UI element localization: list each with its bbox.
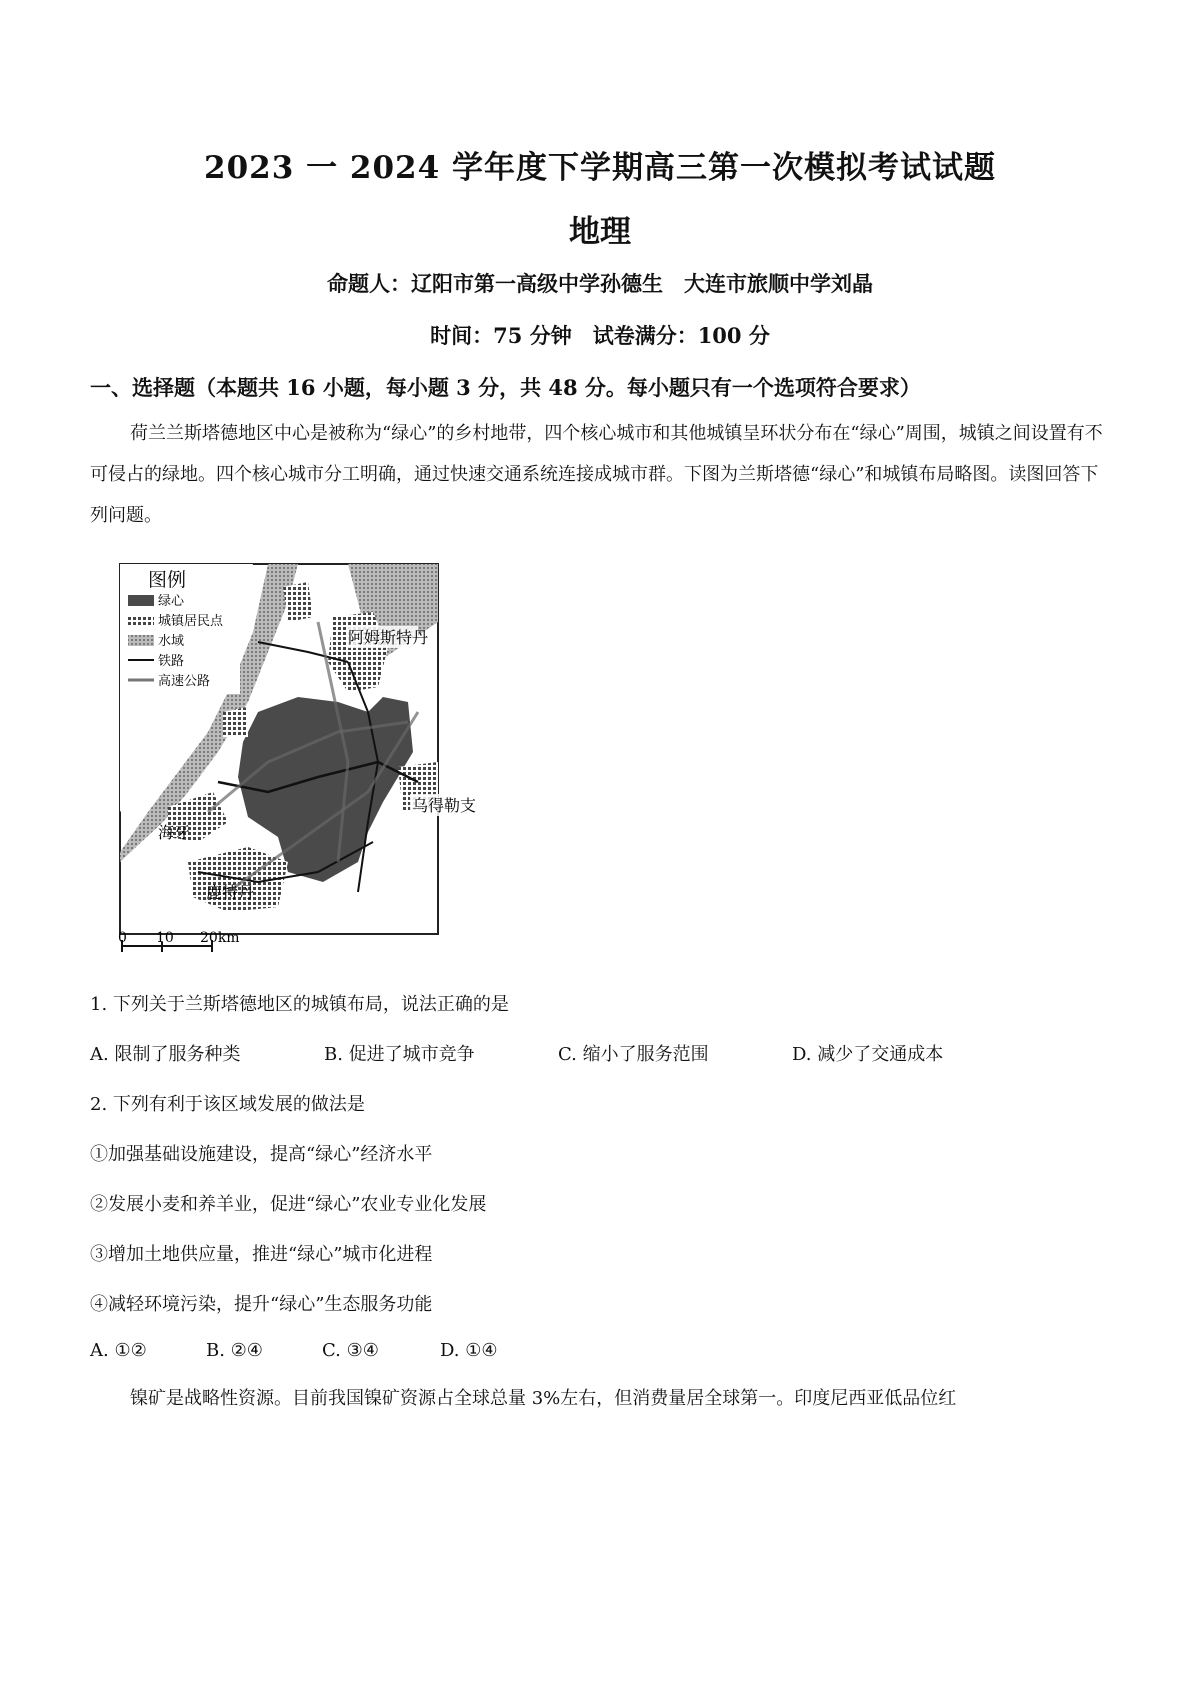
q1-option-a: A. 限制了服务种类 (90, 1044, 241, 1065)
exam-title: 2023 一 2024 学年度下学期高三第一次模拟考试试题 (204, 150, 996, 186)
legend-item: 高速公路 (158, 674, 211, 689)
legend-swatch-urban (128, 615, 154, 626)
q2-item-1: ①加强基础设施建设，提高“绿心”经济水平 (90, 1144, 433, 1165)
q2-item-2: ②发展小麦和养羊业，促进“绿心”农业专业化发展 (90, 1194, 487, 1215)
scale-label: 20km (200, 930, 240, 946)
q2-item-3: ③增加土地供应量，推进“绿心”城市化进程 (90, 1244, 433, 1265)
subject-title: 地理 (569, 214, 631, 250)
passage-intro: 荷兰兰斯塔德地区中心是被称为“绿心”的乡村地带，四个核心城市和其他城镇呈环状分布在“绿心”周围，城镇之间设置有不可侵占的绿地。四个核心城市分工明确，通过快速交通系统连接成城市群。下图为兰斯塔德“绿心”和城镇布局略图。读图回答下列问题。 (90, 423, 1103, 526)
legend-item: 水域 (158, 634, 185, 649)
question-2-stem: 2. 下列有利于该区域发展的做法是 (90, 1094, 365, 1115)
legend-swatch-green-heart (128, 595, 154, 606)
passage-nickel-intro: 镍矿是战略性资源。目前我国镍矿资源占全球总量 3%左右，但消费量居全球第一。印度尼西亚低品位红 (130, 1388, 957, 1409)
q2-option-c: C. ③④ (322, 1340, 379, 1361)
q2-option-a: A. ①② (90, 1340, 147, 1361)
question-1-stem: 1. 下列关于兰斯塔德地区的城镇布局，说法正确的是 (90, 994, 509, 1015)
legend-item: 绿心 (158, 594, 185, 609)
q1-option-d: D. 减少了交通成本 (792, 1044, 944, 1065)
city-label-the-hague: 海牙 (158, 823, 191, 842)
randstad-map (118, 562, 477, 960)
q2-option-b: B. ②④ (206, 1340, 263, 1361)
scale-label: 10 (156, 930, 174, 946)
q1-option-c: C. 缩小了服务范围 (558, 1044, 709, 1065)
legend-item: 铁路 (158, 654, 185, 669)
legend-item: 城镇居民点 (158, 614, 224, 629)
city-label-utrecht: 乌得勒支 (412, 796, 477, 815)
q2-option-d: D. ①④ (440, 1340, 498, 1361)
q2-item-4: ④减轻环境污染，提升“绿心”生态服务功能 (90, 1294, 433, 1315)
city-label-amsterdam: 阿姆斯特丹 (348, 628, 429, 647)
legend-swatch-water (128, 635, 154, 646)
time-score-line: 时间：75 分钟 试卷满分：100 分 (430, 323, 770, 348)
scale-label: 0 (118, 930, 127, 946)
legend-title: 图例 (148, 569, 187, 591)
city-label-rotterdam: 鹿特丹 (206, 883, 255, 902)
section-heading: 一、选择题（本题共 16 小题，每小题 3 分，共 48 分。每小题只有一个选项符合要求） (90, 375, 921, 400)
q1-option-b: B. 促进了城市竞争 (324, 1044, 475, 1065)
authors-line: 命题人：辽阳市第一高级中学孙德生 大连市旅顺中学刘晶 (327, 271, 873, 296)
